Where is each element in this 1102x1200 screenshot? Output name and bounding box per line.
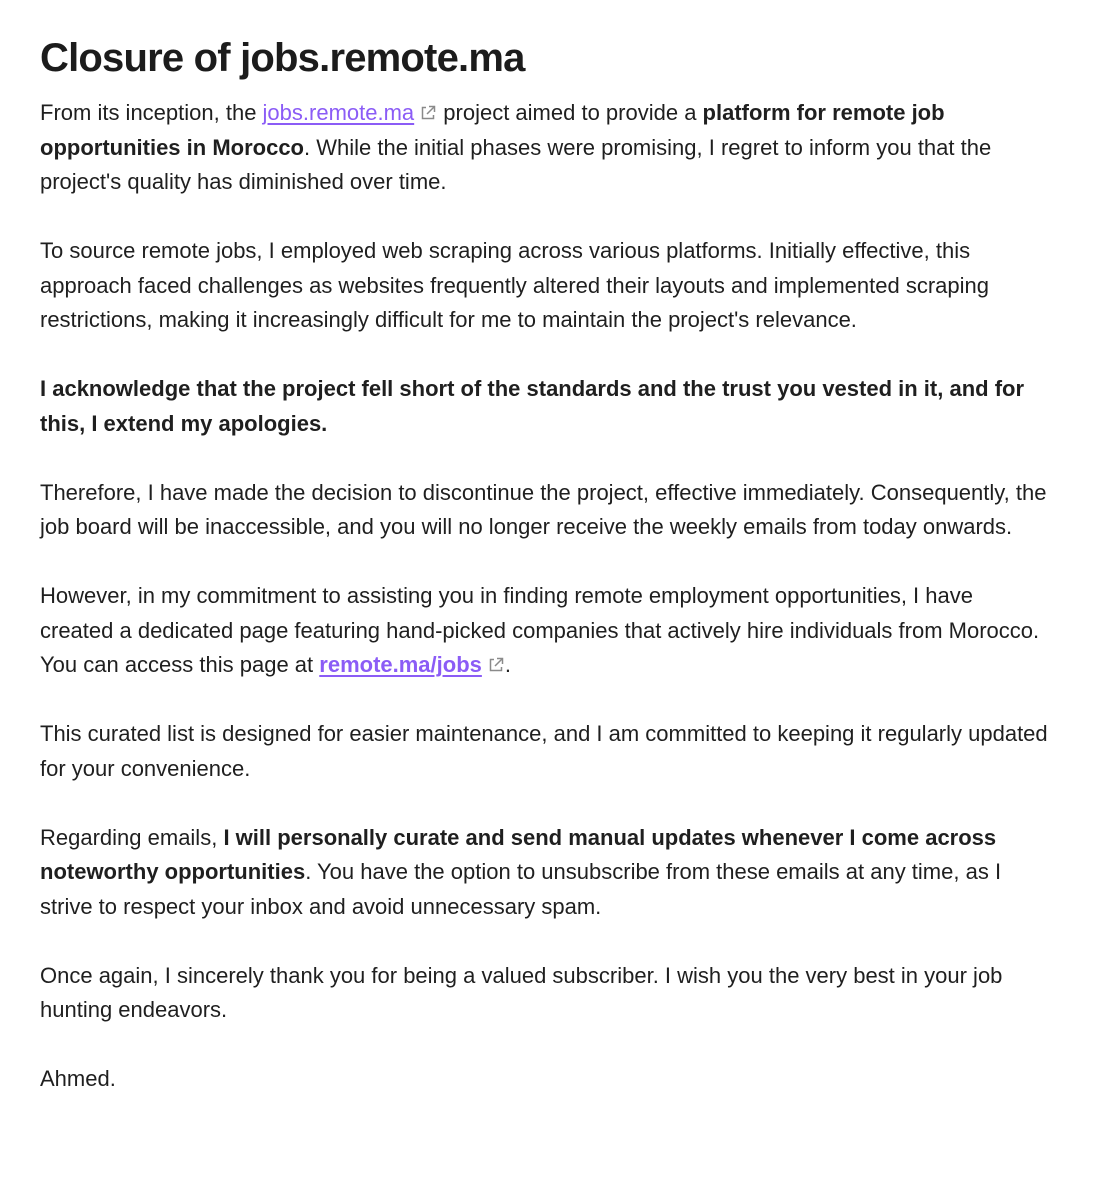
apology-paragraph — [40, 372, 1050, 441]
thanks-paragraph: Once again, I sincerely thank you for being a valued subscriber. I wish you the very best in your job hunting endeavors. — [40, 962, 1003, 1022]
page-title: Closure of jobs.remote.ma — [40, 36, 525, 80]
signature: Ahmed. — [40, 1066, 116, 1091]
intro-bold-text: platform for remote job opportunities in Morocco — [40, 100, 945, 160]
external-link-icon — [419, 104, 437, 122]
intro-text-middle: project aimed to provide a — [437, 100, 703, 125]
intro-text-start: From its inception, the — [40, 100, 263, 125]
remote-ma-jobs-link[interactable]: remote.ma/jobs — [319, 652, 482, 677]
scraping-paragraph: To source remote jobs, I employed web scraping across various platforms. Initially effective, this approach faced challenges as websites frequently altered their layouts and implemented scraping restrictions, making it increasingly difficult for me to maintain the project's relevance. — [40, 238, 990, 332]
emails-text-start: Regarding emails, — [40, 824, 224, 850]
external-link-icon — [487, 656, 505, 674]
emails-bold-text: I will personally curate and send manual updates whenever I come across noteworthy opportunities — [40, 824, 997, 884]
alternative-text: However, in my commitment to assisting you in finding remote employment opportunities, I have created a dedicated page featuring hand-picked companies that actively hire individuals from Morocco. You can access this page at — [40, 583, 1040, 677]
alternative-paragraph — [40, 579, 1050, 683]
emails-paragraph — [40, 821, 1050, 925]
alternative-text-end: . — [504, 652, 511, 677]
discontinue-paragraph: Therefore, I have made the decision to discontinue the project, effective immediately. Consequently, the job board will be inaccessible, and you will no longer receive the weekly emails from today onwards. — [40, 479, 1047, 539]
jobs-remote-ma-link[interactable]: jobs.remote.ma — [262, 100, 415, 125]
intro-paragraph — [40, 96, 1050, 200]
curated-list-paragraph: This curated list is designed for easier maintenance, and I am committed to keeping it regularly updated for your convenience. — [40, 721, 1048, 781]
apology-bold-text: I acknowledge that the project fell short of the standards and the trust you vested in it, and for this, I extend my apologies. — [40, 376, 1025, 436]
intro-text-end: . While the initial phases were promising, I regret to inform you that the project's quality has diminished over time. — [40, 134, 992, 194]
emails-text-end: . You have the option to unsubscribe from these emails at any time, as I strive to respect your inbox and avoid unnecessary spam. — [40, 859, 1002, 919]
